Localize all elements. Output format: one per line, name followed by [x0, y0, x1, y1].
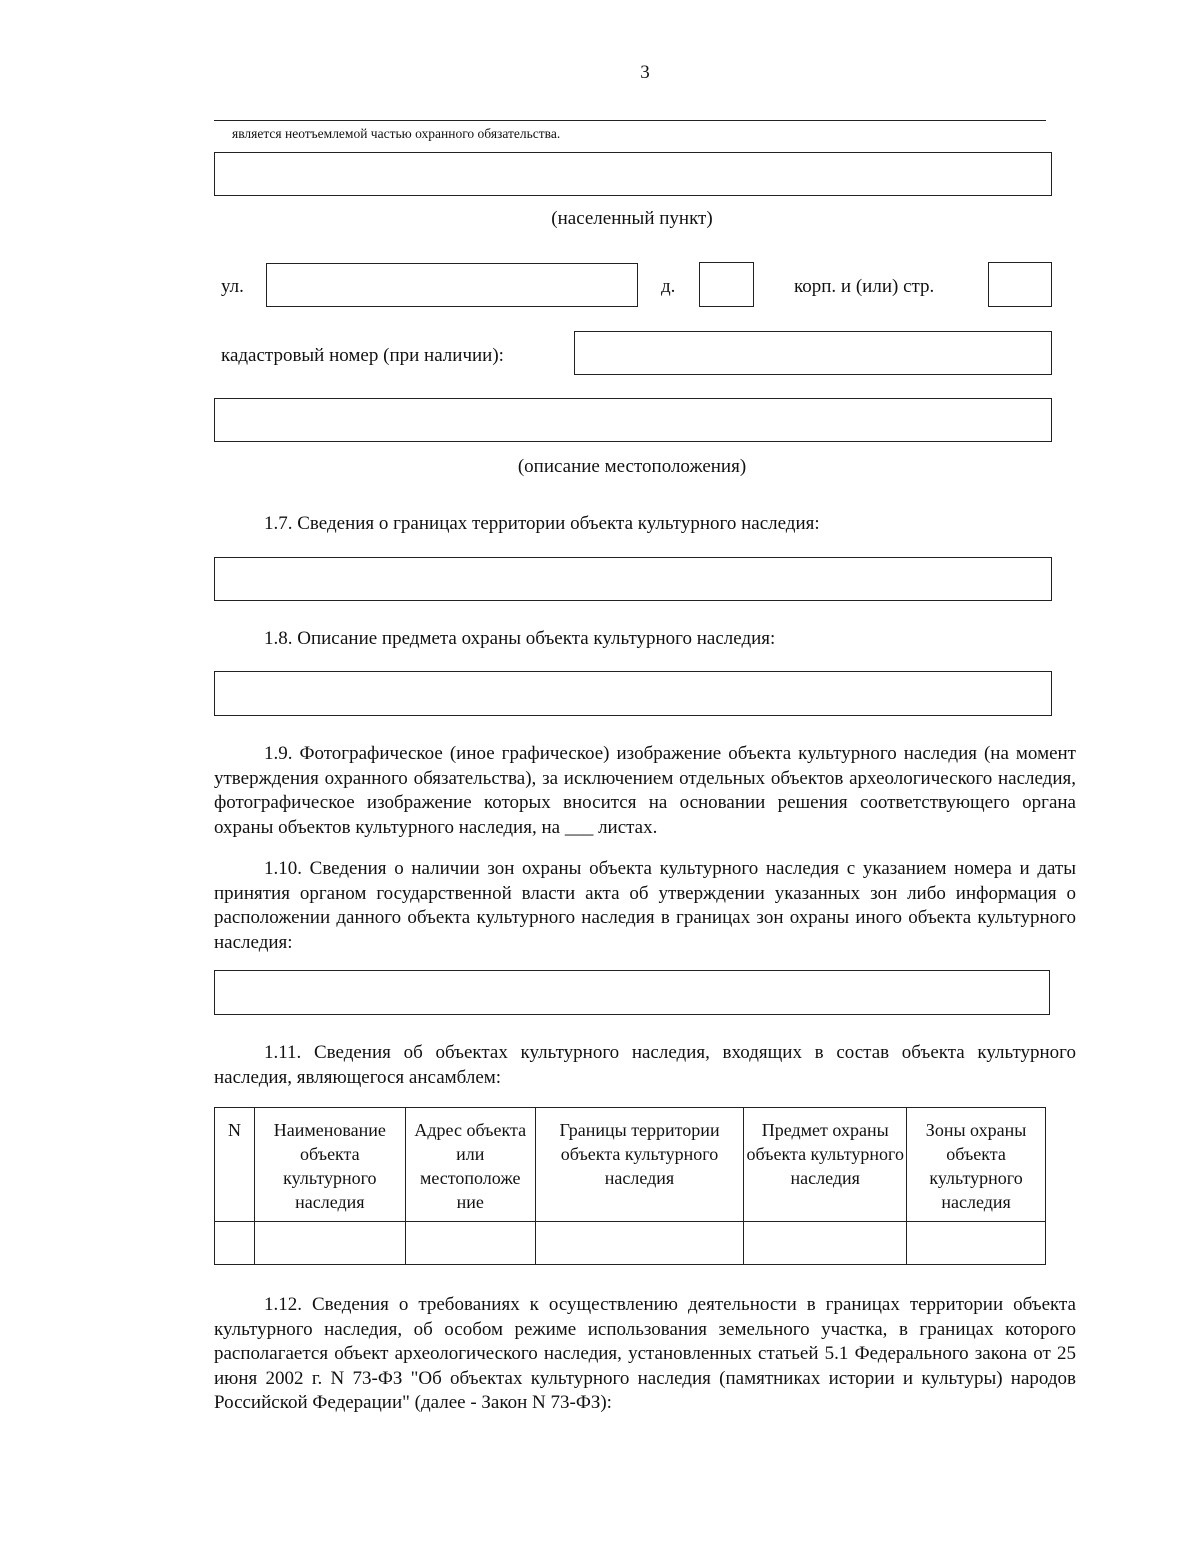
settlement-field[interactable] — [214, 152, 1052, 196]
table-cell[interactable] — [535, 1222, 744, 1265]
house-label: д. — [661, 276, 676, 297]
cadastral-field[interactable] — [574, 331, 1052, 375]
table-cell[interactable] — [405, 1222, 535, 1265]
table-cell[interactable] — [254, 1222, 405, 1265]
location-caption: (описание местоположения) — [517, 456, 747, 477]
street-field[interactable] — [266, 263, 638, 307]
street-label: ул. — [221, 276, 244, 297]
section-1-10-field[interactable] — [214, 970, 1050, 1015]
column-header-protection-zones: Зоны охраны объекта культурного наследия — [907, 1108, 1046, 1222]
building-label: корп. и (или) стр. — [794, 276, 935, 297]
table-cell[interactable] — [907, 1222, 1046, 1265]
column-header-address: Адрес объекта или местоположе ние — [405, 1108, 535, 1222]
column-header-number: N — [215, 1108, 255, 1222]
section-1-8-field[interactable] — [214, 671, 1052, 716]
column-header-boundaries: Границы территории объекта культурного наследия — [535, 1108, 744, 1222]
table-row — [215, 1222, 1046, 1265]
column-header-protection-subject: Предмет охраны объекта культурного наследия — [744, 1108, 907, 1222]
section-1-10-text: 1.10. Сведения о наличии зон охраны объекта культурного наследия с указанием номера и даты принятия органом государственной власти акта об утверждении указанных зон либо информация о расположении данного объекта культурного наследия в границах зон охраны иного объекта культурного наследия: — [214, 858, 1076, 953]
house-field[interactable] — [699, 262, 754, 307]
location-field[interactable] — [214, 398, 1052, 442]
ensemble-objects-table — [214, 1107, 1046, 1265]
section-1-9-text: 1.9. Фотографическое (иное графическое) изображение объекта культурного наследия (на момент утверждения охранного обязательства), за исключением отдельных объектов археологического наследия, фотографическое изображение которых вносится на основании решения соответствующего органа охраны объектов культурного наследия, на ___ листах. — [214, 743, 1076, 838]
footnote-text: является неотъемлемой частью охранного обязательства. — [232, 126, 561, 141]
table-cell[interactable] — [215, 1222, 255, 1265]
page-number: 3 — [640, 62, 650, 83]
table-cell[interactable] — [744, 1222, 907, 1265]
section-1-7-title: 1.7. Сведения о границах территории объекта культурного наследия: — [264, 513, 820, 534]
column-header-name: Наименование объекта культурного наследия — [254, 1108, 405, 1222]
settlement-caption: (населенный пункт) — [551, 208, 713, 229]
section-1-11-text: 1.11. Сведения об объектах культурного наследия, входящих в состав объекта культурного наследия, являющегося ансамблем: — [214, 1042, 1076, 1088]
header-divider — [214, 120, 1046, 121]
section-1-12-text: 1.12. Сведения о требованиях к осуществлению деятельности в границах территории объекта культурного наследия, об особом режиме использования земельного участка, в границах которого располагается объект археологического наследия, установленных статьей 5.1 Федерального закона от 25 июня 2002 г. N 73-ФЗ "Об объектах культурного наследия (памятниках истории и культуры) народов Российской Федерации" (далее - Закон N 73-ФЗ): — [214, 1294, 1076, 1413]
building-field[interactable] — [988, 262, 1052, 307]
cadastral-label: кадастровый номер (при наличии): — [221, 345, 504, 366]
section-1-8-title: 1.8. Описание предмета охраны объекта культурного наследия: — [264, 628, 776, 649]
table-header-row — [215, 1108, 1046, 1222]
section-1-7-field[interactable] — [214, 557, 1052, 601]
